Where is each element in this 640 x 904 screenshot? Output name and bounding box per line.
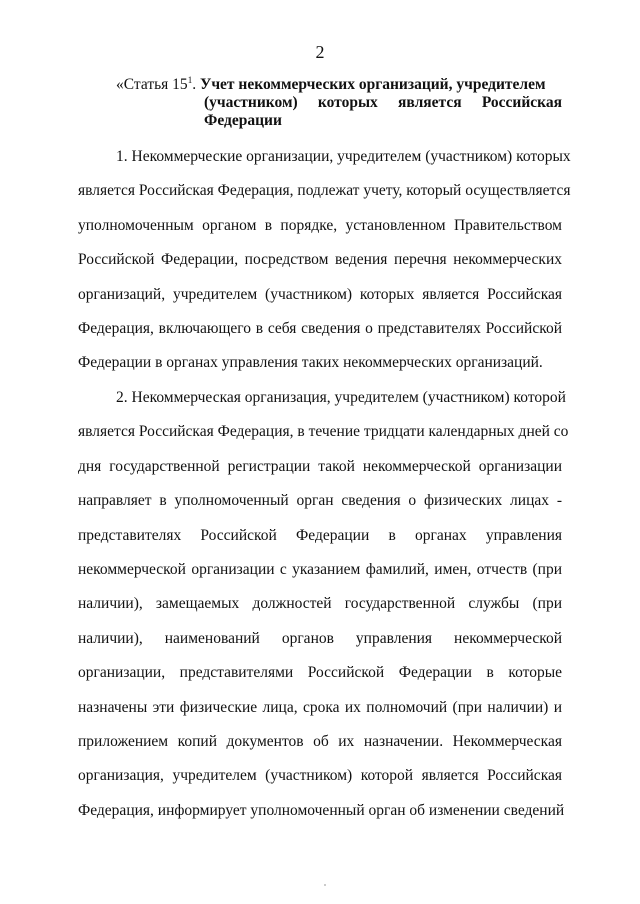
article-superscript: 1 xyxy=(187,75,193,85)
text-line: приложением копий документов об их назначении. Некоммерческая xyxy=(78,732,562,750)
text-line: 2. Некоммерческая организация, учредителем (участником) которой xyxy=(116,389,566,406)
text-line: направляет в уполномоченный орган сведения о физических лицах - xyxy=(78,492,562,510)
text-line: организаций, учредителем (участником) которых является Российская xyxy=(78,285,562,303)
text-line: некоммерческой организации с указанием фамилий, имен, отчеств (при xyxy=(78,560,562,578)
text-line: назначены эти физические лица, срока их полномочий (при наличии) и xyxy=(78,698,562,716)
text-line: наличии), наименований органов управления некоммерческой xyxy=(78,629,562,647)
page-number: 2 xyxy=(315,42,325,62)
heading-line-2 xyxy=(116,94,562,112)
text-line: организация, учредителем (участником) которой является Российская xyxy=(78,767,562,785)
paragraph-1 xyxy=(78,140,571,381)
text-line: Российской Федерации, посредством ведения перечня некоммерческих xyxy=(78,251,562,269)
text-line: представителях Российской Федерации в органах управления xyxy=(78,526,562,544)
article-label: «Статья 15 xyxy=(116,76,188,93)
heading-word: Российская xyxy=(481,94,562,111)
heading-word: (участником) xyxy=(204,94,298,111)
heading-line-1 xyxy=(116,76,562,94)
scan-artifact-dot xyxy=(324,884,326,886)
paragraph-2 xyxy=(78,381,569,828)
heading-word: является xyxy=(398,94,462,111)
text-line: является Российская Федерация, подлежат учету, который осуществляется xyxy=(78,182,571,200)
text-line: Федерация, информирует уполномоченный орган об изменении сведений xyxy=(78,801,565,819)
text-line: является Российская Федерация, в течение тридцати календарных дней со xyxy=(78,423,569,441)
article-heading xyxy=(116,76,562,130)
text-line: наличии), замещаемых должностей государственной службы (при xyxy=(78,595,562,613)
text-line: Федерации в органах управления таких некоммерческих организаций. xyxy=(78,354,543,372)
heading-word: которых xyxy=(317,94,378,111)
article-title-line-1: Учет некоммерческих организаций, учредителем xyxy=(199,76,546,93)
text-line: уполномоченным органом в порядке, установленном Правительством xyxy=(78,216,562,234)
text-line: 1. Некоммерческие организации, учредителем (участником) которых xyxy=(116,148,571,165)
text-line: дня государственной регистрации такой некоммерческой организации xyxy=(78,457,562,475)
text-line: Федерация, включающего в себя сведения о представителях Российской xyxy=(78,319,562,337)
article-label-dot: . xyxy=(192,76,197,93)
article-title-line-3: Федерации xyxy=(204,112,282,129)
text-line: организации, представителями Российской Федерации в которые xyxy=(78,664,562,682)
